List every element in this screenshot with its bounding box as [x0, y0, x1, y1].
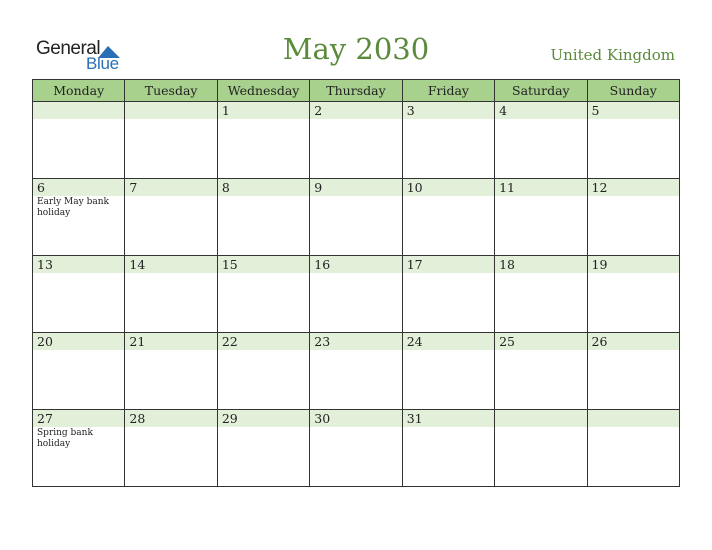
calendar-day-cell [495, 256, 587, 333]
calendar-day-cell [587, 333, 679, 410]
day-number: 2 [310, 102, 401, 119]
calendar-day-cell [495, 102, 587, 179]
calendar-day-cell [310, 256, 402, 333]
calendar-day-cell [125, 179, 217, 256]
calendar-day-cell [310, 333, 402, 410]
day-number: 15 [218, 256, 309, 273]
page-title: May 2030 [282, 32, 430, 66]
calendar-day-cell [587, 102, 679, 179]
calendar-day-cell [125, 333, 217, 410]
calendar-week-row [33, 333, 680, 410]
holiday-label: Early May bank holiday [37, 197, 109, 218]
day-number: 22 [218, 333, 309, 350]
day-number: 6 [33, 179, 124, 196]
day-number: 4 [495, 102, 586, 119]
day-number: 1 [218, 102, 309, 119]
calendar-week-row [33, 179, 680, 256]
day-number [588, 410, 679, 427]
day-number: 8 [218, 179, 309, 196]
country-label: United Kingdom [550, 46, 675, 64]
calendar-day-cell [402, 410, 494, 487]
calendar-day-cell [33, 102, 125, 179]
calendar-day-cell [587, 256, 679, 333]
day-number [33, 102, 124, 119]
calendar-day-cell [33, 410, 125, 487]
calendar-day-cell [33, 256, 125, 333]
weekday-header-monday: Monday [33, 80, 125, 102]
weekday-header-friday: Friday [402, 80, 494, 102]
calendar-day-cell [217, 256, 309, 333]
calendar-day-cell [310, 410, 402, 487]
calendar-day-cell [125, 256, 217, 333]
day-number: 13 [33, 256, 124, 273]
day-number: 27 [33, 410, 124, 427]
calendar-day-cell [217, 333, 309, 410]
calendar-day-cell [217, 102, 309, 179]
day-number: 18 [495, 256, 586, 273]
weekday-header-wednesday: Wednesday [217, 80, 309, 102]
logo-text-general: General [36, 38, 101, 59]
weekday-header-saturday: Saturday [495, 80, 587, 102]
calendar-week-row [33, 102, 680, 179]
calendar-day-cell [587, 179, 679, 256]
day-number: 9 [310, 179, 401, 196]
calendar-day-cell [310, 102, 402, 179]
day-number [125, 102, 216, 119]
calendar-day-cell [402, 333, 494, 410]
day-number: 12 [588, 179, 679, 196]
calendar-day-cell [33, 179, 125, 256]
day-number: 28 [125, 410, 216, 427]
calendar-day-cell [402, 179, 494, 256]
day-number: 5 [588, 102, 679, 119]
day-number: 29 [218, 410, 309, 427]
day-number: 19 [588, 256, 679, 273]
calendar-day-cell [125, 102, 217, 179]
calendar-day-cell [402, 256, 494, 333]
day-number: 24 [403, 333, 494, 350]
day-number: 7 [125, 179, 216, 196]
weekday-header-sunday: Sunday [587, 80, 679, 102]
calendar-day-cell [33, 333, 125, 410]
day-number: 31 [403, 410, 494, 427]
calendar-day-cell [310, 179, 402, 256]
day-number: 21 [125, 333, 216, 350]
day-number: 20 [33, 333, 124, 350]
day-number: 25 [495, 333, 586, 350]
day-number: 10 [403, 179, 494, 196]
day-number: 26 [588, 333, 679, 350]
calendar-day-cell [217, 410, 309, 487]
calendar-day-cell [495, 333, 587, 410]
calendar-week-row [33, 256, 680, 333]
day-number: 14 [125, 256, 216, 273]
day-number: 16 [310, 256, 401, 273]
calendar-day-cell [495, 179, 587, 256]
logo-text-blue: Blue [86, 54, 119, 73]
calendar-day-cell [217, 179, 309, 256]
day-number: 11 [495, 179, 586, 196]
weekday-header-row [33, 80, 680, 102]
calendar-grid [32, 79, 680, 487]
calendar-body [33, 102, 680, 487]
day-number: 23 [310, 333, 401, 350]
calendar-day-cell [402, 102, 494, 179]
weekday-header-tuesday: Tuesday [125, 80, 217, 102]
calendar-day-cell [495, 410, 587, 487]
day-number: 30 [310, 410, 401, 427]
calendar-week-row [33, 410, 680, 487]
weekday-header-thursday: Thursday [310, 80, 402, 102]
day-number [495, 410, 586, 427]
holiday-label: Spring bank holiday [37, 428, 93, 449]
calendar-day-cell [587, 410, 679, 487]
day-number: 3 [403, 102, 494, 119]
day-number: 17 [403, 256, 494, 273]
calendar-day-cell [125, 410, 217, 487]
